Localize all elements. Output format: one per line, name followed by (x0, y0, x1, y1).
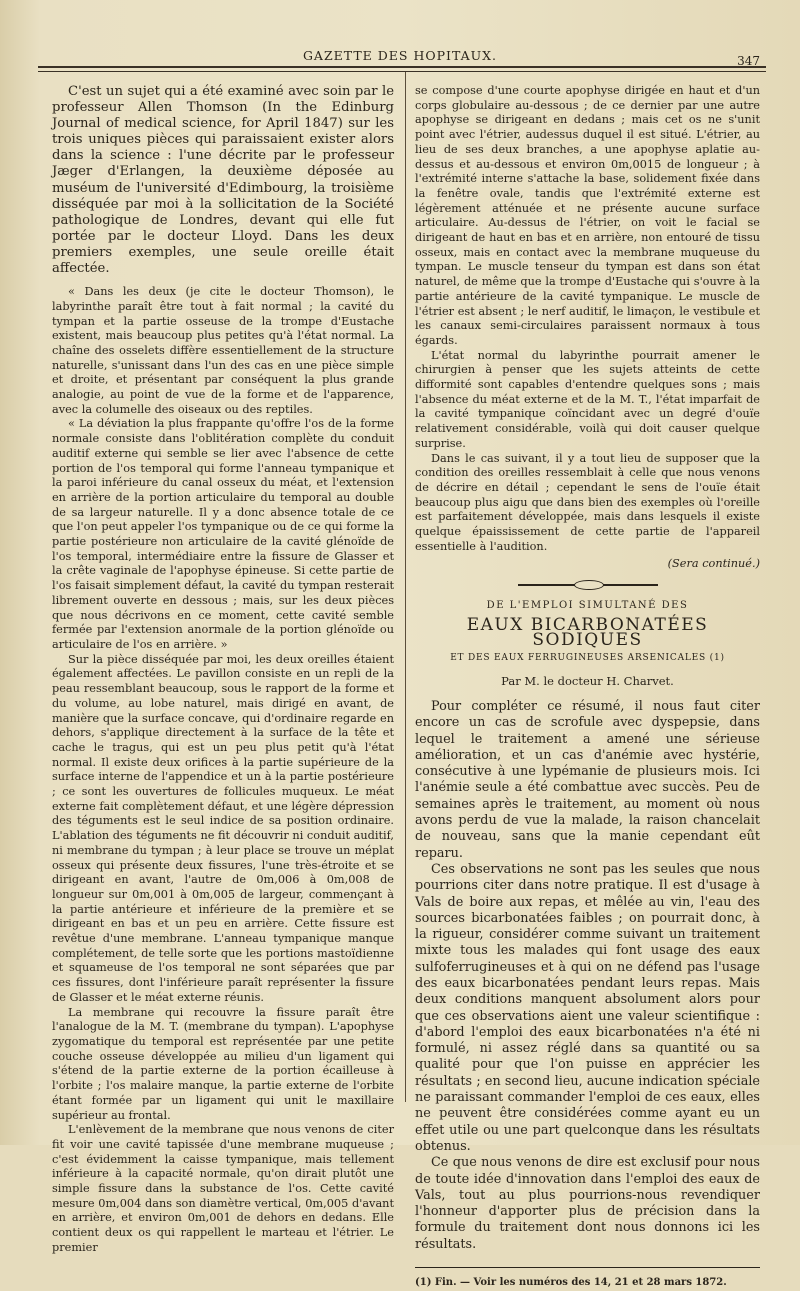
article-title: EAUX BICARBONATÉES SODIQUES (466, 614, 709, 650)
page-number: 347 (737, 54, 760, 68)
to-be-continued: (Sera continué.) (667, 556, 760, 570)
right-column (415, 84, 760, 1291)
footnote-rule (415, 1267, 760, 1268)
page-header (40, 44, 760, 66)
article-kicker: DE L'EMPLOI SIMULTANÉ DES (486, 600, 689, 612)
article-author: Par M. le docteur H. Charvet. (501, 674, 674, 689)
right-paragraph-2: L'état normal du labyrinthe pourrait amener le chirurgien à penser que les sujets atteints de cette difformité sont capables d'entendre quelques sons ; mais l'absence du méat externe et de la M. T., l'état imparfait de la cavité tympanique coïncidant avec un degré d'ouïe relativement considérable, voilà qui doit causer quelque surprise. (415, 348, 760, 450)
right-paragraph-1: se compose d'une courte apophyse dirigée en haut et d'un corps globulaire au-dessous ; de ce dernier par une autre apophyse se dirigeant en dedans ; mais cet os ne s'unit point avec l'étrier, audessus duquel il est situé. L'étrier, au lieu de ses deux branches, a une apophyse aplatie au-dessus et au-dessous et environ 0m,0015 de longueur ; à l'extrémité interne s'attache la base, solidement fixée dans la fenêtre ovale, tandis que l'extrémité externe est légèrement atténuée et ne présente aucune surface articulaire. Au-dessus de l'étrier, on voit le facial se dirigeant de haut en bas et en arrière, non entouré de tissu osseux, mais en contact avec la membrane muqueuse du tympan. Le muscle tenseur du tympan est dans son état naturel, de même que la trompe d'Eustache qui s'ouvre à la partie antérieure de la cavité tympanique. Le muscle de l'étrier est absent ; le nerf auditif, le limaçon, le vestibule et les canaux semi-circulaires paraissent normaux à tous égards. (415, 84, 760, 347)
left-paragraph-1: C'est un sujet qui a été examiné avec soin par le professeur Allen Thomson (In the Edinburg Journal of medical science, for April 1847) sur les trois uniques pièces qui paraissaient exister alors dans la science : l'une décrite par le professeur Jæger d'Erlangen, la deuxième déposée au muséum de l'université d'Edimbourg, la troisième disséquée par moi à la sollicitation de la Société pathologique de Londres, devant qui elle fut portée par le docteur Lloyd. Dans les deux premiers exemples, une seule oreille était affectée. (52, 84, 394, 277)
left-paragraph-2: Sur la pièce disséquée par moi, les deux oreilles étaient également affectées. Le pavillon consiste en un repli de la peau ressemblant beaucoup, sous le rapport de la forme et du volume, au lobe naturel, mais dirigé en avant, de manière que la surface concave, qui d'ordinaire regarde en dehors, s'applique directement à la surface de la tête et cache le tragus, qui est un peu plus petit qu'à l'état normal. Il existe deux orifices à la partie supérieure de la surface interne de l'appendice et un à la partie postérieure ; ce sont les ouvertures de follicules muqueux. Le méat externe fait complètement défaut, et une légère dépression des téguments est le seul indice de sa position ordinaire. L'ablation des téguments ne fit découvrir ni conduit auditif, ni membrane du tympan ; à leur place se trouve un méplat osseux qui présente deux fissures, l'une très-étroite et se dirigeant en avant, l'autre de 0m,006 à 0m,008 de longueur sur 0m,001 à 0m,005 de largeur, commençant à la partie antérieure et inférieure de la première et se dirigeant en bas et un peu en arrière. Cette fissure est revêtue d'une membrane. L'anneau tympanique manque complétement, de telle sorte que les portions mastoïdienne et squameuse de l'os temporal ne sont séparées que par ces fissures, dont l'inférieure paraît représenter la fissure de Glasser et le méat externe réunis. (52, 652, 394, 1004)
column-divider (405, 72, 406, 1102)
right-paragraph-4: Pour compléter ce résumé, il nous faut citer encore un cas de scrofule avec dyspepsie, dans lequel le traitement a amené une sérieuse amélioration, et un cas d'anémie avec hystérie, consécutive à une lypémanie de plusieurs mois. Ici l'anémie seule a été combattue avec succès. Peu de semaines après le traitement, au moment où nous avons perdu de vue la malade, la raison chancelait de nouveau, sans que la manie cependant eût reparu. (415, 698, 760, 861)
header-rule-thin (38, 71, 766, 72)
left-quote-1: « Dans les deux (je cite le docteur Thomson), le labyrinthe paraît être tout à fait normal ; la cavité du tympan et la partie osseuse de la trompe d'Eustache existent, mais beaucoup plus petites qu'à l'état normal. La chaîne des osselets diffère essentiellement de la structure naturelle, s'unissant dans l'un des cas en une pièce simple et droite, et présentant par conséquent la plus grande analogie, au point de vue de la forme et de l'apparence, avec la columelle des oiseaux ou des reptiles. (52, 285, 394, 416)
left-paragraph-3: La membrane qui recouvre la fissure paraît être l'analogue de la M. T. (membrane du tympan). L'apophyse zygomatique du temporal est représentée par une petite couche osseuse développée au milieu d'un ligament qui s'étend de la partie externe de la portion écailleuse à l'orbite ; l'os malaire manque, la partie externe de l'orbite étant formée par un ligament qui unit le maxillaire supérieur au frontal. (52, 1005, 394, 1122)
journal-title: GAZETTE DES HOPITAUX. (302, 48, 498, 63)
right-paragraph-6: Ce que nous venons de dire est exclusif pour nous de toute idée d'innovation dans l'emploi des eaux de Vals, tout au plus pourrions-nous revendiquer l'honneur d'apporter plus de précision dans la formule du traitement dont nous donnons ici les résultats. (415, 1155, 760, 1252)
right-paragraph-5: Ces observations ne sont pas les seules que nous pourrions citer dans notre pratique. Il est d'usage à Vals de boire aux repas, et mêlée au vin, l'eau des sources bicarbonatées faibles ; on pourrait donc, à la rigueur, considérer comme suivant un traitement mixte tous les malades qui font usage des eaux sulfoferrugineuses et à qui on ne défend pas l'usage des eaux bicarbonatées pendant leurs repas. Mais deux conditions manquent absolument alors pour que ces observations aient une valeur scientifique : d'abord l'emploi des eaux bicarbonatées n'a été ni formulé, ni assez réglé dans sa quantité ou sa qualité pour que l'on puisse en apprécier les résultats ; en second lieu, aucune indication spéciale ne paraissant commander l'emploi de ces eaux, elles ne peuvent être considérées comme ayant eu un effet utile ou une part quelconque dans les résultats obtenus. (415, 861, 760, 1154)
article-subtitle: ET DES EAUX FERRUGINEUSES ARSENICALES (1) (450, 653, 725, 664)
right-paragraph-3: Dans le cas suivant, il y a tout lieu de supposer que la condition des oreilles ressemblait à celle que nous venons de décrire en détail ; cependant le sens de l'ouïe était beaucoup plus aigu que dans bien des exemples où l'oreille est parfaitement développée, mais dans lesquels il existe quelque épaississement de cette partie de l'appareil essentielle à l'audition. (415, 451, 760, 553)
separator-ornament (518, 581, 658, 589)
header-rule (38, 66, 766, 68)
left-column (52, 84, 394, 1256)
footnote: (1) Fin. — Voir les numéros des 14, 21 et 28 mars 1872. (415, 1277, 727, 1289)
left-quote-2: « La déviation la plus frappante qu'offre l'os de la forme normale consiste dans l'oblitération complète du conduit auditif externe qui semble se lier avec l'absence de cette portion de l'os temporal qui forme l'anneau tympanique et la paroi inférieure du canal osseux du méat, et l'extension en arrière de la portion articulaire du temporal au double de sa largeur naturelle. Il y a donc absence totale de ce que l'on peut appeler l'os tympanique ou de ce qui forme la partie postérieure non articulaire de la cavité glénoïde de l'os temporal, intermédiaire entre la fissure de Glasser et la crête vaginale de l'apophyse épineuse. Si cette partie de l'os faisait simplement défaut, la cavité du tympan resterait librement ouverte en dessous ; mais, sur les deux pièces que nous décrivons en ce moment, cette cavité semble fermée par l'extension anormale de la portion glénoïde ou articulaire de l'os en arrière. » (52, 417, 394, 651)
left-paragraph-4: L'enlèvement de la membrane que nous venons de citer fit voir une cavité tapissée d'une membrane muqueuse ; c'est évidemment la caisse tympanique, mais tellement inférieure à la capacité normale, qu'on dirait plutôt une simple fissure dans la substance de l'os. Cette cavité mesure 0m,004 dans son diamètre vertical, 0m,005 d'avant en arrière, et environ 0m,001 de dehors en dedans. Elle contient deux os qui rappellent le marteau et l'étrier. Le premier (52, 1123, 394, 1254)
